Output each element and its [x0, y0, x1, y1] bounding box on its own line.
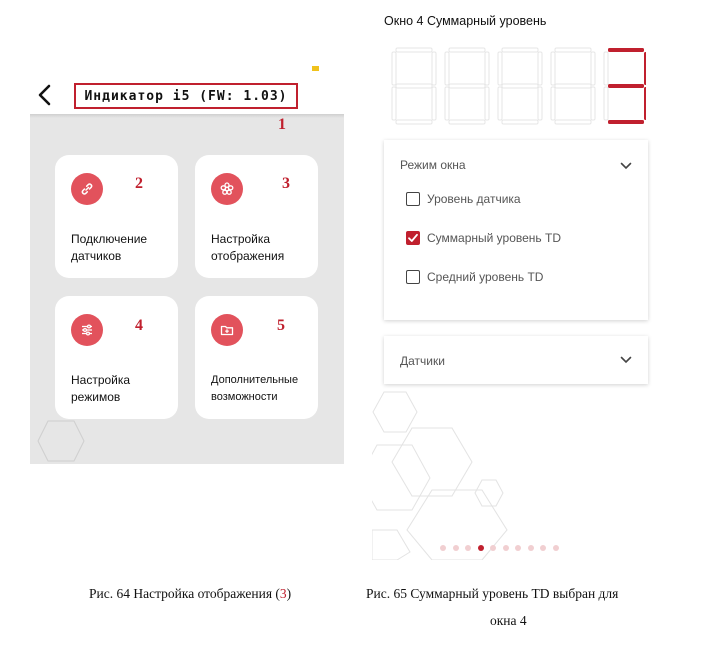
menu-area: [30, 114, 344, 464]
page-dot[interactable]: [453, 545, 459, 551]
callout-number: 2: [135, 175, 143, 192]
segment-c: [644, 87, 646, 120]
checkbox-total-level[interactable]: [406, 231, 420, 245]
figure-caption-65-line2: окна 4: [490, 613, 527, 628]
option-total-level[interactable]: [406, 231, 561, 245]
checkmark-icon: [406, 231, 420, 245]
app-header: [30, 60, 344, 114]
checkbox-sensor-level[interactable]: [406, 192, 420, 206]
callout-number-title: 1: [278, 116, 286, 133]
folder-plus-icon: [211, 314, 243, 346]
segment-g: [502, 84, 538, 88]
sensors-header: Датчики: [400, 354, 445, 368]
window-mode-panel: [384, 140, 648, 320]
tile-label: [211, 231, 316, 265]
segment-f: [392, 52, 396, 85]
segment-f: [551, 52, 555, 85]
segment-e: [604, 87, 608, 120]
chevron-down-icon[interactable]: [620, 356, 632, 364]
segment-a: [608, 48, 644, 52]
page-dot[interactable]: [503, 545, 509, 551]
segment-e: [498, 87, 502, 120]
tile-label: [71, 372, 176, 406]
tile-display-settings[interactable]: [195, 155, 318, 278]
tile-label-line1: Настройка: [211, 232, 271, 246]
tile-extra-features[interactable]: [195, 296, 318, 419]
back-arrow-icon[interactable]: [36, 84, 54, 106]
caption-number: 3: [279, 586, 287, 601]
segment-c: [591, 87, 595, 120]
caption-text: Рис. 64 Настройка отображения (: [89, 586, 280, 601]
page-dot[interactable]: [528, 545, 534, 551]
segment-c: [432, 87, 436, 120]
segment-d: [608, 120, 644, 124]
checkbox-average-level[interactable]: [406, 270, 420, 284]
page-dot[interactable]: [478, 545, 484, 551]
segment-g: [396, 84, 432, 88]
segment-c: [485, 87, 489, 120]
segment-e: [445, 87, 449, 120]
segment-b: [485, 52, 489, 85]
callout-number: 4: [135, 317, 143, 334]
segment-e: [551, 87, 555, 120]
segment-a: [555, 48, 591, 52]
sensors-panel[interactable]: [384, 336, 648, 384]
tile-label-line1: Настройка: [71, 373, 131, 387]
tile-label-line2: отображения: [211, 249, 285, 263]
page-dot[interactable]: [490, 545, 496, 551]
segment-g: [608, 84, 644, 88]
tile-label-line1: Подключение: [71, 232, 148, 246]
window-mode-header: Режим окна: [400, 158, 466, 172]
sliders-icon: [71, 314, 103, 346]
phone-screen-main-menu: [30, 60, 344, 464]
segment-b: [591, 52, 595, 85]
tile-label-line2: датчиков: [71, 249, 122, 263]
hexagon-decoration: [372, 390, 542, 560]
device-title-highlight: [74, 83, 298, 109]
segment-f: [445, 52, 449, 85]
segment-b: [538, 52, 542, 85]
tile-label: [211, 372, 316, 406]
callout-number: 3: [282, 175, 290, 192]
tile-label: [71, 231, 176, 265]
caption-text-end: ): [286, 586, 292, 601]
figure-caption-65: Рис. 65 Суммарный уровень TD выбран для: [366, 586, 619, 601]
segment-d: [555, 120, 591, 124]
option-label: Суммарный уровень TD: [427, 231, 562, 245]
segment-b: [432, 52, 436, 85]
page-dot[interactable]: [540, 545, 546, 551]
segment-f: [604, 52, 608, 85]
page-dot[interactable]: [465, 545, 471, 551]
tile-mode-settings[interactable]: [55, 296, 178, 419]
tile-label-line2: режимов: [71, 390, 121, 404]
link-icon: [71, 173, 103, 205]
page-indicator: [440, 545, 565, 551]
figure-caption-64: [89, 586, 291, 602]
device-title: Индикатор i5 (FW: 1.03): [84, 88, 288, 104]
segment-e: [392, 87, 396, 120]
segment-c: [538, 87, 542, 120]
option-label: Уровень датчика: [427, 192, 521, 206]
tile-label-line2: возможности: [211, 391, 278, 403]
page-dot[interactable]: [440, 545, 446, 551]
status-indicator: [312, 66, 319, 71]
segment-d: [502, 120, 538, 124]
segment-g: [449, 84, 485, 88]
seven-segment-display: [390, 46, 646, 128]
flower-icon: [211, 173, 243, 205]
segment-d: [449, 120, 485, 124]
page-dot[interactable]: [553, 545, 559, 551]
segment-a: [502, 48, 538, 52]
option-label: Средний уровень TD: [427, 270, 544, 284]
tile-sensor-connection[interactable]: [55, 155, 178, 278]
segment-b: [644, 52, 646, 85]
chevron-down-icon[interactable]: [620, 162, 632, 170]
header-shadow: [30, 114, 344, 118]
tile-label-line1: Дополнительные: [211, 374, 299, 386]
hexagon-decoration: [36, 419, 86, 463]
segment-g: [555, 84, 591, 88]
segment-a: [449, 48, 485, 52]
window-title: Окно 4 Суммарный уровень: [384, 14, 547, 28]
option-average-level[interactable]: [406, 270, 543, 284]
segment-f: [498, 52, 502, 85]
option-sensor-level[interactable]: [406, 192, 521, 206]
page-dot[interactable]: [515, 545, 521, 551]
callout-number: 5: [277, 317, 285, 334]
segment-d: [396, 120, 432, 124]
segment-a: [396, 48, 432, 52]
